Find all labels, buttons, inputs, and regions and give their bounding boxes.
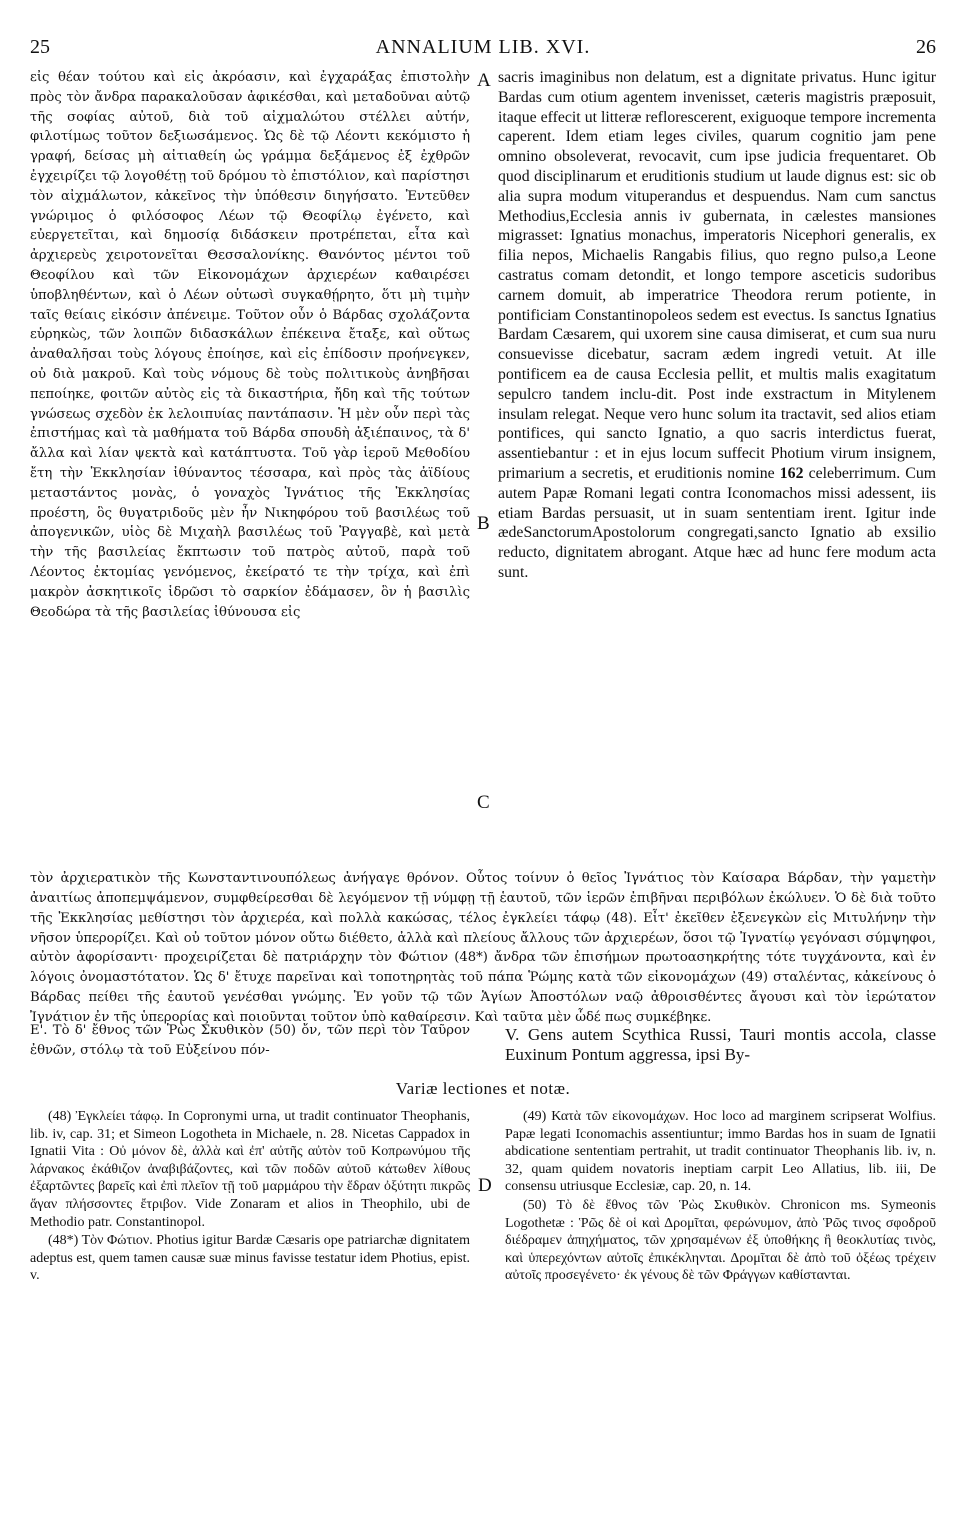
section-v-greek (30, 1008, 470, 1058)
running-title: ANNALIUM LIB. XVI. (375, 36, 591, 58)
note-50: (50) Τὸ δὲ ἔθνος τῶν Ῥὼς Σκυθικὸν. Chronicon ms. Symeonis Logothetæ : Ῥῶς δὲ οἱ καὶ Δρομῖται, φερώνυμον, ἀπὸ Ῥῶς τινος σφοδροῦ διέδραμεν ἀπηχήματος, τῶν χρησαμένων ἐξ ὑποθήκης ἢ θεοκλυτίας τινὸς, καὶ ὑπερεχόντων αὐτοῖς ἐπικέκληνται. Δρομῖται δὲ ἀπὸ τοῦ ὀξέως τρέχειν αὐτοῖς προσεγένετο· ἐκ γένους δὲ τῶν Φράγγων καθίστανται. (505, 1197, 936, 1284)
margin-marker-b: B (477, 513, 490, 534)
section-v-latin (505, 1008, 936, 1064)
page-number-right: 26 (916, 36, 936, 58)
section-v-greek-text: Ε'. Τὸ δ' ἔθνος τῶν Ῥὼς Σκυθικὸν (50) ὄν, τῶν περὶ τὸν Ταῦρον ἐθνῶν, στόλῳ τὰ τοῦ Εὐξείνου πόν- (30, 1023, 470, 1058)
notes-column-left (30, 1108, 470, 1528)
latin-column-text-end: celeberrimum. Cum autem Papæ Romani legati contra Iconomachos missi adessent, iis etiam Bardas persuasit, ut in suam sententiam irent. Igitur inde ædeSanctorumApostolorum congregati,sancto Ignatio ab exsilio reducto, dignitatem abrogant. Atque hæc ad hunc fere modum acta sunt. (498, 464, 937, 581)
greek-column-text: εἰς θέαν τούτου καὶ εἰς ἀκρόασιν, καὶ ἐγχαράξας ἐπιστολὴν πρὸς τὸν ἄνδρα παρακαλοῦσαν ἀφικέσθαι, καὶ μεταδοῦναι αὐτῷ τῆς σοφίας αὐτοῦ, διὰ τοῦ αἰχμαλώτου στέλλει αὐτήν, φιλοτίμως τοῦτον δεξιωσάμενος. Ὡς δὲ τῷ Λέοντι κεκόμιστο ἡ γραφή, δείσας μὴ αἰτιαθείη ὡς γράμμα δεξάμενος ἐξ ἐχθρῶν ἐγχειρίζει τῷ λογοθέτῃ τοῦ δρόμου τὸ ἐπιστόλιον, καὶ παρίστησι τὸν αἰχμάλωτον, κἀκεῖνος τὴν ὑπόθεσιν διηγήσατο. Ἐντεῦθεν γνώριμος ὁ φιλόσοφος Λέων τῷ Θεοφίλῳ ἐγένετο, καὶ εὐεργετεῖται, καὶ δημοσίᾳ διδάσκειν προτρέπεται, εἶτα καὶ ἀρχιερεὺς χειροτονεῖται Θεσσαλονίκης. Θανόντος μέντοι τοῦ Θεοφίλου καὶ τῶν Εἰκονομάχων ἀρχιερέων καθαιρέσει ὑποβληθέντων, καὶ ὁ Λέων οὑτωσὶ συγκαθῄρητο, ὅτι μὴ τιμὴν ταῖς θείαις εἰκόσιν ἀπένειμε. Τοῦτον οὖν ὁ Βάρδας σχολάζοντα εὑρηκὼς, τῶν λοιπῶν διδασκάλων ἐπέκεινα ἔταξε, καὶ οὕτως ἀναθαλῆσαι τοὺς λόγους ἐποίησε, καὶ εἰς ἐπίδοσιν προήνεγκεν, οὐ διὰ μακροῦ. Καὶ τοὺς νόμους δὲ τοὺς πολιτικοὺς ἀνηβῆσαι πεποίηκε, φοιτῶν αὐτὸς εἰς τὰ δικαστήρια, ἤδη καὶ τῆς τούτων γνώσεως σχεδὸν ἐκ λελοιπυίας παντάπασιν. Ἡ μὲν οὖν περὶ τὰς ἐπιστήμας καὶ τὰ μαθήματα τοῦ Βάρδα σπουδὴ ἀξιέπαινος, τὰ δ' ἄλλα καὶ λίαν ψεκτὰ καὶ κατάπτυστα. Τοῦ γὰρ ἱεροῦ Μεθοδίου ἔτη τὴν Ἐκκλησίαν ἰθύναντος τέσσαρα, καὶ πρὸς τὰς ἀϊδίους μεταστάντος μονὰς, ὁ γοναχὸς Ἰγνάτιος τῆς Ἐκκλησίας προέστη, ὃς θυγατριδοῦς μὲν ἦν Νικηφόρου τοῦ βασιλέως τοῦ ἀπογενικῶν, υἱὸς δὲ Μιχαὴλ βασιλέως τοῦ Ῥαγγαβὲ, καὶ μετὰ τὴν τῆς βασιλείας ἔκπτωσιν τοῦ πατρὸς αὐτοῦ, παρὰ τοῦ Λέοντος ἐκτομίας γενόμενος, ἐκείρατό τε τὴν τρίχα, καὶ ἐπὶ μακρὸν ἀσκητικοῖς ἱδρῶσι τὸ σαρκίον ἐδάμασεν, ὃν ἡ βασιλὶς Θεοδώρα τὰ τῆς βασιλείας ἰθύνουσα εἰς (30, 70, 470, 620)
greek-text-column (30, 68, 470, 620)
margin-marker-d: D (478, 1175, 492, 1196)
latin-column-text: sacris imaginibus non delatum, est a dignitate privatus. Hunc igitur Bardas cum otium agentem invenisset, cæteris magistris præposuit, itaque effecit ut litteræ reflorescerent, exiguoque tempore incrementa caperent. Idem etiam leges civiles, quarum cognitio jam pene omnino obsoleverat, revocavit, cum ipse judicia frequentaret. Ob quod disciplinarum et eruditionis studium ut laude dignus est: sic ob alia supra modum vituperandus et despuendus. Nam cum sanctus Methodius,Ecclesia annis iv gubernata, in cælestes mansiones migrasset: Ignatius monachus, imperatoris Nicephori generalis, ex filia nepos, Michaelis Rangabis filius, quo regno pulso,a Leone castratus comam detondit, et longo tempore asceticis sudoribus carnem domuit, ab imperatrice Theodora rerum potiente, in pontificiam Constantinopoleos sedem est evectus. Is sanctus Ignatius Bardam Cæsarem, qui uxorem sine causa dimiserat, et cum sua nuru consuevisse dicebatur, sacram ædem ingredi vetuit. At ille pontificem ea de causa Ecclesia pellit, et multis malis exagitatum sepulcro tandem inclu-dit. Post inde exstractum in Mitylenem insulam relegat. Neque vero hunc solum ita tractavit, sed alios etiam pontifices, qui sancto Ignatio, a quo sacris interdictus fuerat, assentiebantur : et in ejus locum suffecit Photium virum insignem, primarium a secretis, et eruditionis nomine (498, 69, 936, 482)
running-header (30, 36, 936, 62)
notes-heading: Variæ lectiones et notæ. (395, 1079, 571, 1098)
notes-column-right (505, 1108, 936, 1528)
note-48: (48) Ἐγκλείει τάφῳ. In Copronymi urna, ut tradit continuator Theophanis, lib. iv, cap. 31; et Simeon Logotheta in Michaele, n. 28. Nicetas Cappadox in Ignatii Vita : Οὐ μόνον δὲ, ἀλλὰ καὶ ἐπ' αὐτῆς αὐτὸν τοῦ Κοπρωνύμου τῆς λάρνακος ἐκάθιζον ἀναβιβάζοντες, καὶ τῶν ποδῶν αὐτοῦ κάτωθεν λίθους ἐξαρτῶντες βαρεῖς καὶ ἐπὶ πλεῖον τῇ τοῦ μαρμάρου τὴν ἕδραν ὀξύτητι πικρῶς ἄγαν πλήσσοντες ἔτριβον. Vide Zonaram et alios in Theophilo, ubi de Methodio patr. Constantinopol. (30, 1109, 470, 1230)
note-49: (49) Κατὰ τῶν εἰκονομάχων. Hoc loco ad marginem scripserat Wolfius. Papæ legati Iconomachis assentiuntur; immo Bardas hos in suam de Ignatii abdicatione sententiam pertrahit, ut tradit continuator Theophanis lib. iv, n. 32, quam quidem novatoris ineptiam carpit Leo Allatius, lib. iii, De consensu utriusque Ecclesiæ, cap. 20, n. 14. (505, 1109, 936, 1195)
section-v-latin-text: V. Gens autem Scythica Russi, Tauri montis accola, classe Euxinum Pontum aggressa, ipsi By- (505, 1025, 936, 1064)
page-number-left: 25 (30, 36, 50, 58)
margin-marker-a: A (477, 70, 491, 91)
latin-column-paragraph (498, 68, 936, 583)
latin-text-column (498, 68, 937, 581)
full-width-greek-paragraph: τὸν ἀρχιερατικὸν τῆς Κωνσταντινουπόλεως ἀνήγαγε θρόνον. Οὗτος τοίνυν ὁ θεῖος Ἰγνάτιος τὸν Καίσαρα Βάρδαν, τὴν γαμετὴν ἀναιτίως ἀποπεμψάμενον, συμφθείρεσθαι δὲ λεγόμενον τῇ νύμφῃ τῇ ἑαυτοῦ, τῶν ἱερῶν ἐπιβῆναι περιβόλων ἐκώλυεν. Ὁ δὲ διὰ τοῦτο τῆς Ἐκκλησίας μεθίστησι τὸν ἀρχιερέα, καὶ πολλὰ κακώσας, τέλος ἐγκλείει τάφῳ (48). Εἶτ' ἐκεῖθεν ἐξενεγκὼν εἰς Μιτυλήνην τὴν νῆσον ὑπερορίζει. Καὶ οὐ τοῦτον μόνον οὕτω διέθετο, ἀλλὰ καὶ πλείους ἄλλους τῶν ἀρχιερέων, ὅσοι τῷ Ἰγνατίῳ γεγόνασι σύμψηφοι, αὐτὸν ἀφορίσαντι· προχειρίζεται δὲ πατριάρχην τὸν Φώτιον (48*) ἄνδρα τῶν ἐπισήμων πρωτοασηκρήτης τότε τυγχάνοντα, καὶ ἐν λόγοις ὀνομαστότατον. Ὡς δ' ἔτυχε παρεῖναι καὶ τοποτηρητὰς τοῦ πάπα Ῥώμης κατὰ τῶν εἰκονομάχων (49) σταλέντας, κἀκείνους ὁ Βάρδας πείθει τῆς ἑαυτοῦ γενέσθαι γνώμης. Ἐν γοῦν τῷ τῶν Ἁγίων Ἀποστόλων ναῷ ἀθροισθέντες ἄγουσι καὶ τὸν ἱερώτατον Ἰγνάτιον ἐν τῆς ὑπερορίας καὶ ποιοῦνται τοῦτον ὑπὸ καθαίρεσιν. Καὶ ταῦτα μὲν ὧδέ πως συμκέβηκε. (30, 871, 936, 1025)
column-number: 162 (779, 464, 804, 482)
margin-marker-c: C (477, 792, 490, 813)
note-48-star: (48*) Τὸν Φώτιον. Photius igitur Bardæ Cæsaris ope patriarchæ dignitatem adeptus est, quem tamen causæ suæ minus favisse testatur idem Photius, epist. v. (30, 1233, 470, 1284)
